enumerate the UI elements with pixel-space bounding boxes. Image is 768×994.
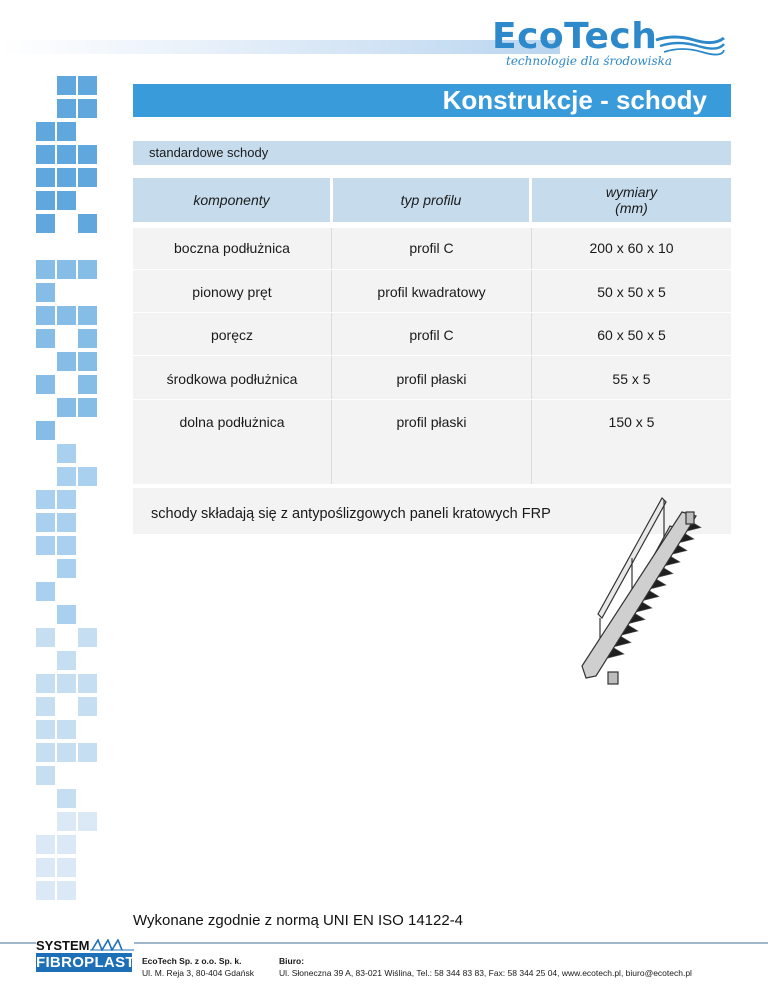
office-label: Biuro: bbox=[279, 956, 305, 966]
company-address: Ul. M. Reja 3, 80-404 Gdańsk bbox=[142, 968, 254, 978]
mosaic-square bbox=[36, 375, 55, 394]
mosaic-square bbox=[57, 352, 76, 371]
mosaic-square bbox=[78, 329, 97, 348]
mosaic-square bbox=[36, 421, 55, 440]
mosaic-square bbox=[36, 697, 55, 716]
system-label: SYSTEM bbox=[36, 938, 93, 953]
cell-dimensions: 55 x 5 bbox=[612, 371, 651, 387]
mosaic-square bbox=[78, 375, 97, 394]
mosaic-square bbox=[36, 536, 55, 555]
mosaic-square bbox=[78, 306, 97, 325]
row-divider bbox=[133, 399, 731, 400]
mosaic-square bbox=[57, 789, 76, 808]
mosaic-square bbox=[36, 743, 55, 762]
mosaic-square bbox=[36, 214, 55, 233]
table-row bbox=[133, 315, 731, 355]
ecotech-logo bbox=[492, 16, 732, 76]
mosaic-square bbox=[57, 306, 76, 325]
mosaic-square bbox=[57, 674, 76, 693]
cell-dimensions: 50 x 50 x 5 bbox=[597, 284, 666, 300]
wave-icon bbox=[654, 34, 726, 56]
mosaic-square bbox=[36, 490, 55, 509]
mosaic-square bbox=[78, 352, 97, 371]
table-body bbox=[133, 228, 731, 522]
compliance-note: Wykonane zgodnie z normą UNI EN ISO 14122-4 bbox=[133, 912, 464, 929]
company-name: EcoTech Sp. z o.o. Sp. k. bbox=[142, 956, 242, 966]
row-divider bbox=[133, 269, 731, 270]
mosaic-square bbox=[57, 444, 76, 463]
mosaic-square bbox=[57, 605, 76, 624]
logo-tagline: technologie dla środowiska bbox=[506, 54, 673, 68]
mosaic-square bbox=[57, 191, 76, 210]
mosaic-square bbox=[36, 513, 55, 532]
mosaic-square bbox=[36, 582, 55, 601]
header-profile bbox=[333, 178, 529, 222]
cell-dimensions: 60 x 50 x 5 bbox=[597, 327, 666, 343]
row-divider bbox=[133, 355, 731, 356]
table-note: schody składają się z antypoślizgowych paneli kratowych FRP bbox=[133, 488, 731, 534]
mosaic-square bbox=[36, 674, 55, 693]
header-dimensions-unit: (mm) bbox=[615, 200, 648, 216]
mosaic-square bbox=[36, 145, 55, 164]
mosaic-square bbox=[36, 881, 55, 900]
mosaic-square bbox=[78, 76, 97, 95]
mosaic-square bbox=[57, 858, 76, 877]
cell-profile: profil kwadratowy bbox=[377, 284, 486, 300]
logo-text: EcoTech bbox=[492, 16, 658, 57]
mosaic-square bbox=[36, 720, 55, 739]
mosaic-square bbox=[78, 743, 97, 762]
mosaic-square bbox=[36, 628, 55, 647]
mosaic-square bbox=[57, 881, 76, 900]
office-details: Ul. Słoneczna 39 A, 83-021 Wiślina, Tel.: 58 344 83 83, Fax: 58 344 25 04, www.ecotech.pl, biuro@ecotech.pl bbox=[279, 968, 692, 978]
mosaic-square bbox=[78, 398, 97, 417]
mosaic-square bbox=[36, 260, 55, 279]
cell-component: poręcz bbox=[210, 327, 254, 343]
cell-component: pionowy pręt bbox=[192, 284, 272, 300]
mosaic-square bbox=[36, 766, 55, 785]
table-header bbox=[133, 178, 731, 222]
cell-dimensions: 150 x 5 bbox=[608, 414, 655, 430]
row-divider bbox=[133, 312, 731, 313]
mosaic-square bbox=[36, 329, 55, 348]
office-info bbox=[279, 955, 692, 979]
mosaic-square bbox=[78, 168, 97, 187]
header-component-label: komponenty bbox=[193, 192, 270, 208]
mosaic-square bbox=[78, 260, 97, 279]
mosaic-square bbox=[36, 122, 55, 141]
table-row bbox=[133, 359, 731, 399]
mosaic-square bbox=[57, 743, 76, 762]
mosaic-square bbox=[57, 145, 76, 164]
header-dimensions-label: wymiary bbox=[605, 184, 658, 200]
header-component bbox=[133, 178, 330, 222]
mosaic-square bbox=[57, 168, 76, 187]
mosaic-square bbox=[57, 513, 76, 532]
mosaic-square bbox=[78, 99, 97, 118]
table-row bbox=[133, 272, 731, 312]
mosaic-square bbox=[57, 651, 76, 670]
mosaic-square bbox=[57, 467, 76, 486]
spec-table bbox=[133, 178, 731, 522]
mosaic-square bbox=[57, 812, 76, 831]
mosaic-square bbox=[57, 720, 76, 739]
cell-dimensions: 200 x 60 x 10 bbox=[589, 240, 674, 256]
mosaic-square bbox=[78, 674, 97, 693]
mosaic-square bbox=[78, 467, 97, 486]
mosaic-square bbox=[78, 145, 97, 164]
mosaic-square bbox=[57, 99, 76, 118]
mosaic-square bbox=[36, 283, 55, 302]
cell-component: środkowa podłużnica bbox=[166, 371, 298, 387]
mosaic-square bbox=[57, 76, 76, 95]
table-row bbox=[133, 228, 731, 268]
header-band bbox=[0, 40, 560, 54]
cell-component: boczna podłużnica bbox=[174, 240, 290, 256]
mosaic-square bbox=[36, 835, 55, 854]
header-profile-label: typ profilu bbox=[400, 192, 462, 208]
mosaic-square bbox=[57, 536, 76, 555]
company-info bbox=[142, 955, 254, 979]
mosaic-square bbox=[78, 214, 97, 233]
mosaic-square bbox=[57, 122, 76, 141]
mosaic-square bbox=[57, 398, 76, 417]
mosaic-square bbox=[57, 559, 76, 578]
page-title: Konstrukcje - schody bbox=[133, 84, 731, 117]
cell-profile: profil C bbox=[409, 327, 454, 343]
cell-component: dolna podłużnica bbox=[179, 414, 285, 430]
cell-profile: profil płaski bbox=[396, 414, 467, 430]
mosaic-square bbox=[57, 260, 76, 279]
cell-profile: profil C bbox=[409, 240, 454, 256]
table-row bbox=[133, 402, 731, 442]
mosaic-square bbox=[78, 812, 97, 831]
mosaic-square bbox=[36, 191, 55, 210]
mosaic-square bbox=[78, 697, 97, 716]
mosaic-square bbox=[36, 168, 55, 187]
fibroplast-logo: FIBROPLAST bbox=[36, 954, 135, 971]
mosaic-square bbox=[36, 306, 55, 325]
fibroplast-mark-icon bbox=[90, 939, 134, 951]
mosaic-square bbox=[57, 490, 76, 509]
section-header: standardowe schody bbox=[133, 141, 731, 165]
cell-profile: profil płaski bbox=[396, 371, 467, 387]
stairs-illustration bbox=[578, 492, 702, 688]
mosaic-square bbox=[36, 858, 55, 877]
header-dimensions bbox=[532, 178, 731, 222]
mosaic-square bbox=[57, 835, 76, 854]
mosaic-square bbox=[78, 628, 97, 647]
